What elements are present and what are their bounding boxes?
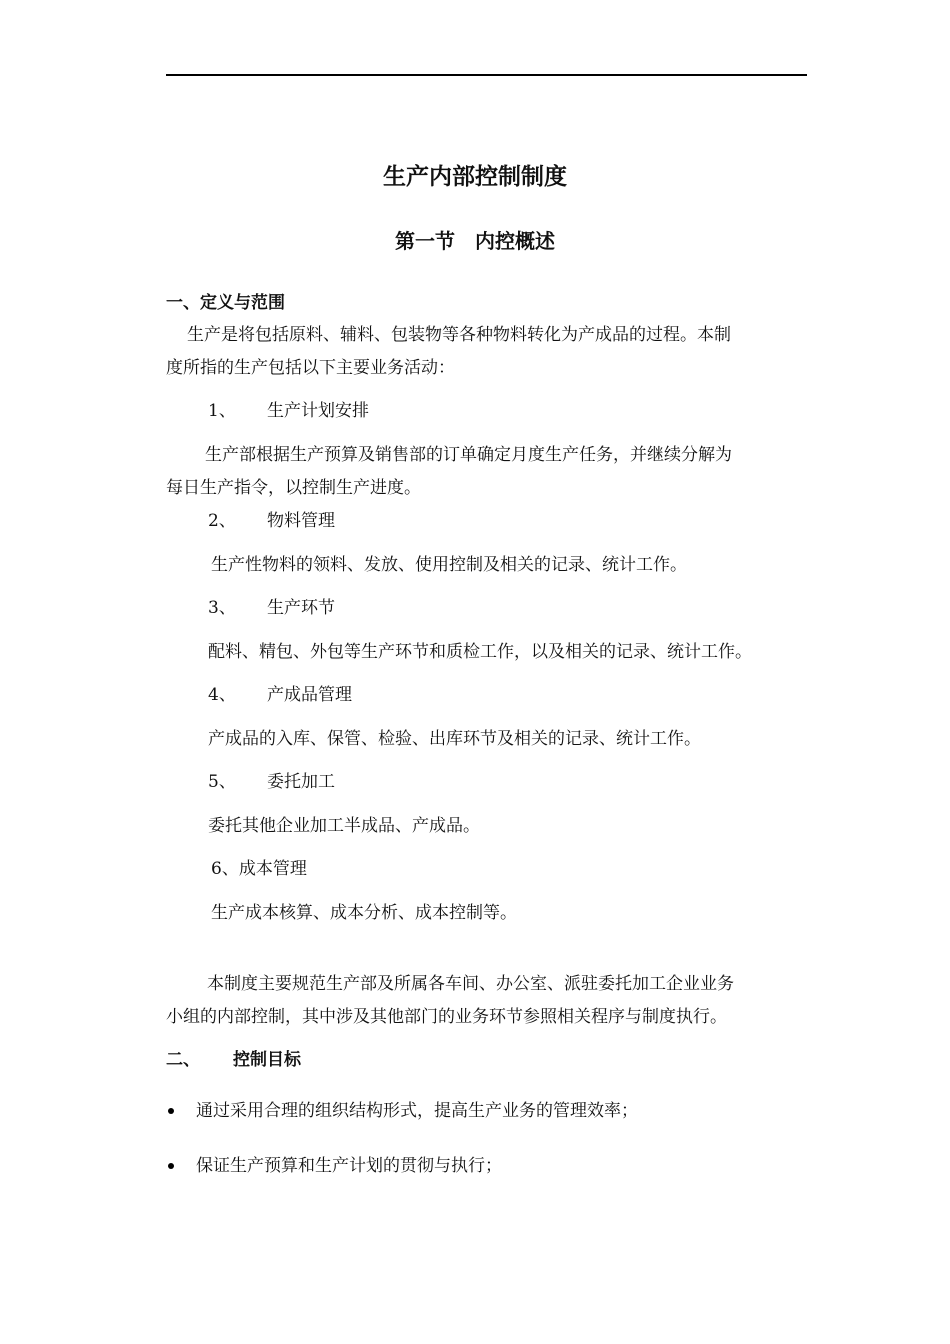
document-title: 生产内部控制制度 xyxy=(383,164,567,190)
heading-text: 控制目标 xyxy=(233,1050,301,1070)
intro-paragraph-line-2: 度所指的生产包括以下主要业务活动： xyxy=(166,358,455,378)
list-item-label: 6、成本管理 xyxy=(211,859,307,879)
list-item-description: 产成品的入库、保管、检验、出库环节及相关的记录、统计工作。 xyxy=(208,729,701,749)
list-item-label xyxy=(208,400,369,422)
list-item-label xyxy=(208,771,335,793)
scope-paragraph-line-1: 本制度主要规范生产部及所属各车间、办公室、派驻委托加工企业业务 xyxy=(207,974,734,994)
list-item-description: 生产成本核算、成本分析、成本控制等。 xyxy=(211,903,517,923)
list-item-description: 配料、精包、外包等生产环节和质检工作，以及相关的记录、统计工作。 xyxy=(208,642,752,662)
section-title: 第一节 内控概述 xyxy=(395,229,555,253)
list-item-number: 5、 xyxy=(208,772,236,792)
bullet-dot-icon xyxy=(168,1108,174,1114)
list-item-number: 1、 xyxy=(208,401,236,421)
list-item-number: 3、 xyxy=(208,598,236,618)
list-item-label xyxy=(208,684,352,706)
list-item-description: 委托其他企业加工半成品、产成品。 xyxy=(208,816,480,836)
list-item-text: 物料管理 xyxy=(267,511,335,531)
list-item-label xyxy=(208,597,335,619)
heading-control-objectives xyxy=(166,1049,301,1071)
list-item-number: 2、 xyxy=(208,511,236,531)
scope-paragraph-line-2: 小组的内部控制，其中涉及其他部门的业务环节参照相关程序与制度执行。 xyxy=(166,1007,727,1027)
list-item-description: 生产性物料的领料、发放、使用控制及相关的记录、统计工作。 xyxy=(211,555,687,575)
list-item-description: 生产部根据生产预算及销售部的订单确定月度生产任务，并继续分解为 xyxy=(205,445,732,465)
list-item-text: 生产计划安排 xyxy=(267,401,369,421)
heading-definition-scope: 一、定义与范围 xyxy=(166,293,285,313)
bullet-item: 保证生产预算和生产计划的贯彻与执行； xyxy=(196,1156,502,1176)
bullet-dot-icon xyxy=(168,1163,174,1169)
list-item-text: 生产环节 xyxy=(267,598,335,618)
bullet-item: 通过采用合理的组织结构形式，提高生产业务的管理效率； xyxy=(196,1101,638,1121)
list-item-text: 产成品管理 xyxy=(267,685,352,705)
header-rule xyxy=(166,74,807,76)
list-item-description: 每日生产指令，以控制生产进度。 xyxy=(166,478,421,498)
list-item-label xyxy=(208,510,335,532)
intro-paragraph-line-1: 生产是将包括原料、辅料、包装物等各种物料转化为产成品的过程。本制 xyxy=(187,325,731,345)
list-item-text: 委托加工 xyxy=(267,772,335,792)
list-item-number: 4、 xyxy=(208,685,236,705)
heading-number: 二、 xyxy=(166,1050,200,1070)
